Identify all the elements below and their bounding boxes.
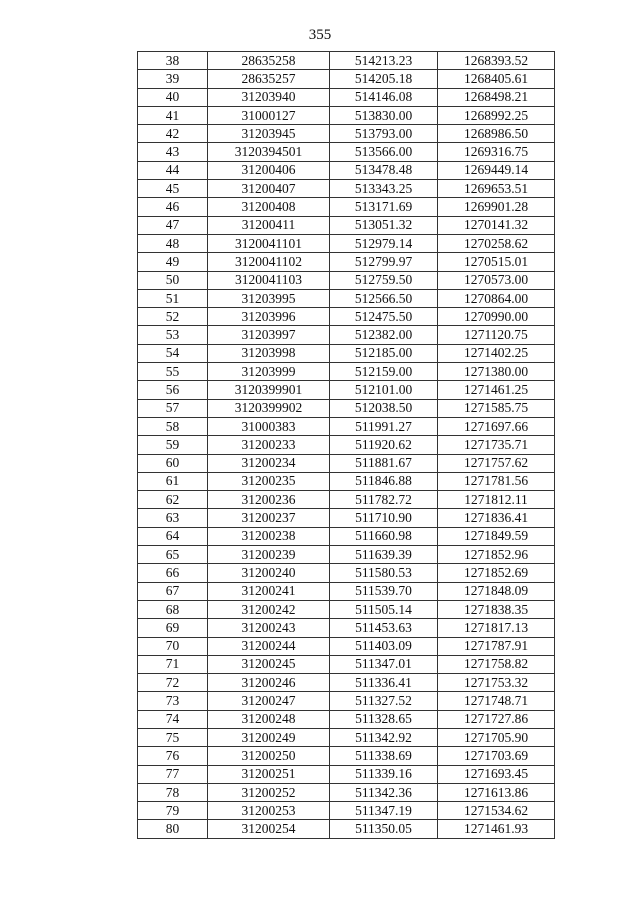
table-row — [138, 655, 555, 673]
point-number-cell: 76 — [138, 747, 208, 765]
table-row — [138, 747, 555, 765]
y-coordinate-cell: 1271757.62 — [438, 454, 555, 472]
y-coordinate-cell: 1271787.91 — [438, 637, 555, 655]
point-number-cell: 71 — [138, 655, 208, 673]
point-id-cell: 31200411 — [208, 216, 330, 234]
coordinates-table-body — [138, 52, 555, 839]
x-coordinate-cell: 512185.00 — [330, 344, 438, 362]
point-id-cell: 31200250 — [208, 747, 330, 765]
y-coordinate-cell: 1271461.93 — [438, 820, 555, 838]
y-coordinate-cell: 1268405.61 — [438, 70, 555, 88]
point-id-cell: 31203945 — [208, 125, 330, 143]
x-coordinate-cell: 511327.52 — [330, 692, 438, 710]
x-coordinate-cell: 513566.00 — [330, 143, 438, 161]
point-id-cell: 3120041101 — [208, 234, 330, 252]
table-row — [138, 619, 555, 637]
point-number-cell: 75 — [138, 728, 208, 746]
y-coordinate-cell: 1271848.09 — [438, 582, 555, 600]
point-number-cell: 39 — [138, 70, 208, 88]
x-coordinate-cell: 512159.00 — [330, 363, 438, 381]
x-coordinate-cell: 511336.41 — [330, 674, 438, 692]
point-number-cell: 49 — [138, 253, 208, 271]
table-row — [138, 363, 555, 381]
point-number-cell: 38 — [138, 52, 208, 70]
point-number-cell: 69 — [138, 619, 208, 637]
point-id-cell: 31200251 — [208, 765, 330, 783]
point-id-cell: 31200235 — [208, 472, 330, 490]
table-row — [138, 491, 555, 509]
y-coordinate-cell: 1271697.66 — [438, 417, 555, 435]
y-coordinate-cell: 1271758.82 — [438, 655, 555, 673]
x-coordinate-cell: 512566.50 — [330, 289, 438, 307]
point-number-cell: 73 — [138, 692, 208, 710]
y-coordinate-cell: 1270573.00 — [438, 271, 555, 289]
table-row — [138, 52, 555, 70]
point-number-cell: 61 — [138, 472, 208, 490]
point-id-cell: 31203997 — [208, 326, 330, 344]
point-id-cell: 31200408 — [208, 198, 330, 216]
x-coordinate-cell: 511505.14 — [330, 600, 438, 618]
y-coordinate-cell: 1268393.52 — [438, 52, 555, 70]
x-coordinate-cell: 513478.48 — [330, 161, 438, 179]
y-coordinate-cell: 1269316.75 — [438, 143, 555, 161]
y-coordinate-cell: 1271836.41 — [438, 509, 555, 527]
table-row — [138, 344, 555, 362]
x-coordinate-cell: 512038.50 — [330, 399, 438, 417]
table-row — [138, 820, 555, 838]
point-number-cell: 57 — [138, 399, 208, 417]
y-coordinate-cell: 1271748.71 — [438, 692, 555, 710]
x-coordinate-cell: 511920.62 — [330, 436, 438, 454]
table-row — [138, 802, 555, 820]
y-coordinate-cell: 1271852.96 — [438, 546, 555, 564]
point-id-cell: 31000383 — [208, 417, 330, 435]
point-id-cell: 31203996 — [208, 308, 330, 326]
point-number-cell: 63 — [138, 509, 208, 527]
point-number-cell: 60 — [138, 454, 208, 472]
y-coordinate-cell: 1271812.11 — [438, 491, 555, 509]
y-coordinate-cell: 1271838.35 — [438, 600, 555, 618]
table-row — [138, 692, 555, 710]
x-coordinate-cell: 511328.65 — [330, 710, 438, 728]
table-row — [138, 710, 555, 728]
y-coordinate-cell: 1271705.90 — [438, 728, 555, 746]
table-row — [138, 472, 555, 490]
y-coordinate-cell: 1269449.14 — [438, 161, 555, 179]
table-row — [138, 765, 555, 783]
point-number-cell: 52 — [138, 308, 208, 326]
y-coordinate-cell: 1271534.62 — [438, 802, 555, 820]
table-row — [138, 70, 555, 88]
y-coordinate-cell: 1271402.25 — [438, 344, 555, 362]
point-number-cell: 79 — [138, 802, 208, 820]
x-coordinate-cell: 511539.70 — [330, 582, 438, 600]
point-id-cell: 28635258 — [208, 52, 330, 70]
y-coordinate-cell: 1268498.21 — [438, 88, 555, 106]
table-row — [138, 161, 555, 179]
point-number-cell: 42 — [138, 125, 208, 143]
x-coordinate-cell: 511350.05 — [330, 820, 438, 838]
point-id-cell: 31203940 — [208, 88, 330, 106]
point-id-cell: 31200245 — [208, 655, 330, 673]
x-coordinate-cell: 513171.69 — [330, 198, 438, 216]
table-row — [138, 509, 555, 527]
point-id-cell: 3120394501 — [208, 143, 330, 161]
x-coordinate-cell: 511347.19 — [330, 802, 438, 820]
point-id-cell: 31200246 — [208, 674, 330, 692]
table-row — [138, 546, 555, 564]
x-coordinate-cell: 514205.18 — [330, 70, 438, 88]
x-coordinate-cell: 512759.50 — [330, 271, 438, 289]
point-id-cell: 31000127 — [208, 106, 330, 124]
point-number-cell: 50 — [138, 271, 208, 289]
table-row — [138, 637, 555, 655]
point-number-cell: 65 — [138, 546, 208, 564]
y-coordinate-cell: 1271613.86 — [438, 783, 555, 801]
y-coordinate-cell: 1271735.71 — [438, 436, 555, 454]
table-row — [138, 436, 555, 454]
point-number-cell: 77 — [138, 765, 208, 783]
table-row — [138, 564, 555, 582]
point-id-cell: 3120041103 — [208, 271, 330, 289]
point-id-cell: 31200243 — [208, 619, 330, 637]
y-coordinate-cell: 1271849.59 — [438, 527, 555, 545]
page-number: 355 — [308, 27, 332, 43]
point-number-cell: 64 — [138, 527, 208, 545]
x-coordinate-cell: 511453.63 — [330, 619, 438, 637]
point-number-cell: 45 — [138, 180, 208, 198]
point-id-cell: 3120041102 — [208, 253, 330, 271]
x-coordinate-cell: 514213.23 — [330, 52, 438, 70]
table-row — [138, 308, 555, 326]
x-coordinate-cell: 512475.50 — [330, 308, 438, 326]
table-row — [138, 289, 555, 307]
x-coordinate-cell: 513343.25 — [330, 180, 438, 198]
point-id-cell: 31200233 — [208, 436, 330, 454]
point-id-cell: 31200252 — [208, 783, 330, 801]
point-number-cell: 54 — [138, 344, 208, 362]
y-coordinate-cell: 1271817.13 — [438, 619, 555, 637]
point-id-cell: 31200406 — [208, 161, 330, 179]
point-id-cell: 3120399902 — [208, 399, 330, 417]
point-id-cell: 31203998 — [208, 344, 330, 362]
point-number-cell: 58 — [138, 417, 208, 435]
point-number-cell: 53 — [138, 326, 208, 344]
y-coordinate-cell: 1269653.51 — [438, 180, 555, 198]
y-coordinate-cell: 1268992.25 — [438, 106, 555, 124]
point-id-cell: 31200247 — [208, 692, 330, 710]
y-coordinate-cell: 1271380.00 — [438, 363, 555, 381]
point-id-cell: 31200238 — [208, 527, 330, 545]
point-number-cell: 78 — [138, 783, 208, 801]
point-number-cell: 47 — [138, 216, 208, 234]
y-coordinate-cell: 1270990.00 — [438, 308, 555, 326]
point-id-cell: 31200407 — [208, 180, 330, 198]
point-number-cell: 40 — [138, 88, 208, 106]
table-row — [138, 106, 555, 124]
y-coordinate-cell: 1271727.86 — [438, 710, 555, 728]
x-coordinate-cell: 512979.14 — [330, 234, 438, 252]
x-coordinate-cell: 512101.00 — [330, 381, 438, 399]
x-coordinate-cell: 511342.36 — [330, 783, 438, 801]
point-id-cell: 31200242 — [208, 600, 330, 618]
point-number-cell: 56 — [138, 381, 208, 399]
point-id-cell: 31200241 — [208, 582, 330, 600]
y-coordinate-cell: 1269901.28 — [438, 198, 555, 216]
table-row — [138, 216, 555, 234]
y-coordinate-cell: 1270515.01 — [438, 253, 555, 271]
x-coordinate-cell: 512799.97 — [330, 253, 438, 271]
point-number-cell: 72 — [138, 674, 208, 692]
x-coordinate-cell: 511846.88 — [330, 472, 438, 490]
table-row — [138, 454, 555, 472]
coordinates-table — [137, 51, 555, 839]
y-coordinate-cell: 1271852.69 — [438, 564, 555, 582]
table-row — [138, 88, 555, 106]
x-coordinate-cell: 511710.90 — [330, 509, 438, 527]
point-number-cell: 51 — [138, 289, 208, 307]
point-id-cell: 31200240 — [208, 564, 330, 582]
table-row — [138, 600, 555, 618]
x-coordinate-cell: 513830.00 — [330, 106, 438, 124]
x-coordinate-cell: 511580.53 — [330, 564, 438, 582]
point-number-cell: 68 — [138, 600, 208, 618]
point-id-cell: 31200236 — [208, 491, 330, 509]
y-coordinate-cell: 1271693.45 — [438, 765, 555, 783]
table-row — [138, 582, 555, 600]
table-row — [138, 125, 555, 143]
point-id-cell: 31203999 — [208, 363, 330, 381]
table-row — [138, 728, 555, 746]
table-row — [138, 417, 555, 435]
table-row — [138, 381, 555, 399]
point-number-cell: 80 — [138, 820, 208, 838]
y-coordinate-cell: 1270258.62 — [438, 234, 555, 252]
x-coordinate-cell: 511782.72 — [330, 491, 438, 509]
x-coordinate-cell: 513793.00 — [330, 125, 438, 143]
point-number-cell: 67 — [138, 582, 208, 600]
table-row — [138, 527, 555, 545]
y-coordinate-cell: 1271461.25 — [438, 381, 555, 399]
point-id-cell: 31200239 — [208, 546, 330, 564]
point-id-cell: 31200253 — [208, 802, 330, 820]
point-number-cell: 66 — [138, 564, 208, 582]
y-coordinate-cell: 1271585.75 — [438, 399, 555, 417]
point-id-cell: 31200249 — [208, 728, 330, 746]
point-number-cell: 59 — [138, 436, 208, 454]
point-number-cell: 44 — [138, 161, 208, 179]
point-id-cell: 31200254 — [208, 820, 330, 838]
x-coordinate-cell: 511639.39 — [330, 546, 438, 564]
point-number-cell: 70 — [138, 637, 208, 655]
point-number-cell: 55 — [138, 363, 208, 381]
y-coordinate-cell: 1270141.32 — [438, 216, 555, 234]
point-number-cell: 41 — [138, 106, 208, 124]
table-row — [138, 326, 555, 344]
point-id-cell: 3120399901 — [208, 381, 330, 399]
x-coordinate-cell: 511660.98 — [330, 527, 438, 545]
table-row — [138, 143, 555, 161]
table-row — [138, 399, 555, 417]
y-coordinate-cell: 1271703.69 — [438, 747, 555, 765]
y-coordinate-cell: 1270864.00 — [438, 289, 555, 307]
table-row — [138, 253, 555, 271]
point-id-cell: 28635257 — [208, 70, 330, 88]
x-coordinate-cell: 511991.27 — [330, 417, 438, 435]
x-coordinate-cell: 512382.00 — [330, 326, 438, 344]
table-row — [138, 180, 555, 198]
y-coordinate-cell: 1271120.75 — [438, 326, 555, 344]
x-coordinate-cell: 511347.01 — [330, 655, 438, 673]
point-number-cell: 46 — [138, 198, 208, 216]
table-row — [138, 234, 555, 252]
table-row — [138, 198, 555, 216]
point-id-cell: 31200244 — [208, 637, 330, 655]
point-number-cell: 62 — [138, 491, 208, 509]
x-coordinate-cell: 514146.08 — [330, 88, 438, 106]
point-id-cell: 31203995 — [208, 289, 330, 307]
y-coordinate-cell: 1271781.56 — [438, 472, 555, 490]
point-id-cell: 31200248 — [208, 710, 330, 728]
point-id-cell: 31200234 — [208, 454, 330, 472]
x-coordinate-cell: 511403.09 — [330, 637, 438, 655]
x-coordinate-cell: 513051.32 — [330, 216, 438, 234]
x-coordinate-cell: 511881.67 — [330, 454, 438, 472]
point-number-cell: 48 — [138, 234, 208, 252]
point-number-cell: 74 — [138, 710, 208, 728]
y-coordinate-cell: 1271753.32 — [438, 674, 555, 692]
table-row — [138, 783, 555, 801]
x-coordinate-cell: 511342.92 — [330, 728, 438, 746]
point-number-cell: 43 — [138, 143, 208, 161]
point-id-cell: 31200237 — [208, 509, 330, 527]
y-coordinate-cell: 1268986.50 — [438, 125, 555, 143]
table-row — [138, 674, 555, 692]
table-row — [138, 271, 555, 289]
x-coordinate-cell: 511338.69 — [330, 747, 438, 765]
x-coordinate-cell: 511339.16 — [330, 765, 438, 783]
